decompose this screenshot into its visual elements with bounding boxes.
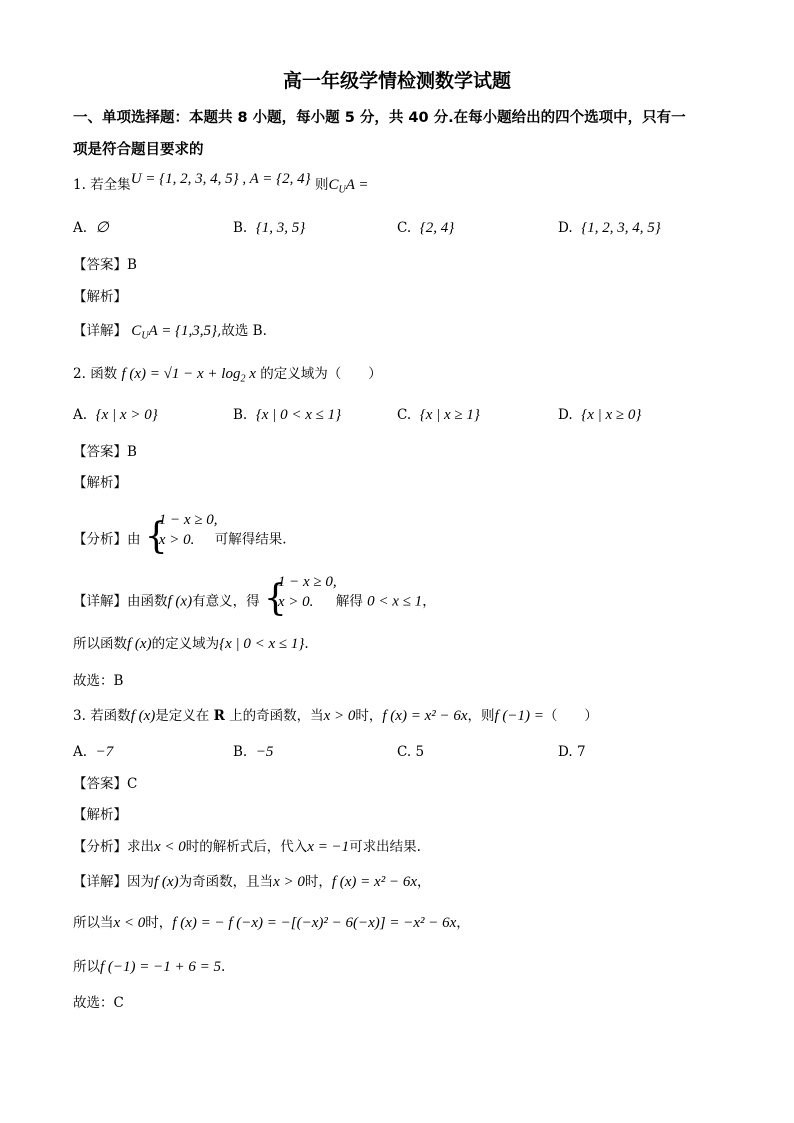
q2-number: 2. xyxy=(73,366,86,382)
system-row-2: x > 0. xyxy=(277,594,314,610)
fenxi-pre: 由 xyxy=(127,531,141,548)
left-brace-icon: { xyxy=(263,578,287,619)
derivation-end: ， xyxy=(456,915,470,931)
detail-tag: 【详解】 xyxy=(73,323,127,339)
option-value: 5 xyxy=(415,744,425,760)
q1-stem-pre: 若全集 xyxy=(90,177,131,193)
detail-mid: 有意义，得 xyxy=(192,593,260,610)
q2-function-tail: x xyxy=(245,366,256,382)
q3-option-d[interactable] xyxy=(558,743,586,761)
q1-stem xyxy=(73,171,369,200)
q1-stem-mid: 则 xyxy=(314,177,329,193)
q3-real-set: R xyxy=(213,708,225,724)
q2-option-d[interactable] xyxy=(558,406,641,424)
q2-stem xyxy=(73,365,382,389)
section-heading-line2: 项是符合题目要求的 xyxy=(73,142,204,158)
result-end: . xyxy=(221,959,226,975)
q2-function: f (x) = √1 − x + log xyxy=(121,366,241,382)
detail-complement: C xyxy=(131,323,142,339)
system-row-1: 1 − x ≥ 0, xyxy=(158,512,218,528)
q3-number: 3. xyxy=(73,708,86,724)
section-heading-line1: 一、单项选择题：本题共 8 小题，每小题 5 分，共 40 分.在每小题给出的四个选项中，只有一 xyxy=(73,110,686,126)
q1-number: 1. xyxy=(73,177,86,193)
q3-result xyxy=(73,958,225,976)
option-label: B. xyxy=(233,407,248,423)
detail-inequality: 0 < x ≤ 1 xyxy=(367,593,423,610)
detail-mid: 为奇函数，且当 xyxy=(178,874,274,890)
derivation-expression: f (x) = − f (−x) = −[(−x)² − 6(−x)] = −x² − 6x xyxy=(172,915,457,931)
derivation-mid: 时， xyxy=(145,915,173,931)
q2-log-base: 2 xyxy=(240,373,246,385)
q2-inequality-system xyxy=(144,512,218,560)
fenxi-post: 可求出结果. xyxy=(349,839,421,855)
q2-fenxi xyxy=(73,512,287,560)
result-expression: f (−1) = −1 + 6 = 5 xyxy=(100,959,222,975)
q2-conclusion xyxy=(73,635,309,653)
answer-value: C xyxy=(127,776,138,792)
q2-answer xyxy=(73,443,137,461)
fenxi-tag: 【分析】 xyxy=(73,839,127,855)
option-label: D. xyxy=(558,220,573,236)
option-value: 7 xyxy=(576,744,586,760)
q3-stem-mid: 是定义在 xyxy=(155,708,210,724)
derivation-pre: 所以当 xyxy=(73,915,114,931)
q3-expression: f (x) = x² − 6x xyxy=(382,708,468,724)
detail-tag: 【详解】 xyxy=(73,593,127,610)
option-label: B. xyxy=(233,744,248,760)
answer-value: B xyxy=(127,444,137,460)
conclusion-fx: f (x) xyxy=(127,636,152,652)
option-value: {x | x ≥ 0} xyxy=(581,407,642,423)
option-label: C. xyxy=(397,744,412,760)
option-label: D. xyxy=(558,744,573,760)
q1-detail xyxy=(73,322,267,346)
q3-option-c[interactable] xyxy=(397,743,424,761)
fenxi-tag: 【分析】 xyxy=(73,531,127,548)
left-brace-icon: { xyxy=(144,516,168,557)
conclusion-mid: 的定义域为 xyxy=(151,636,220,652)
fenxi-pre: 求出 xyxy=(127,839,154,855)
detail-end: ， xyxy=(416,874,431,890)
option-value: −5 xyxy=(255,744,274,760)
fenxi-value: x = −1 xyxy=(307,839,350,855)
q3-analysis-tag: 【解析】 xyxy=(73,807,127,823)
option-label: D. xyxy=(558,407,573,423)
q3-condition: x > 0 xyxy=(323,708,356,724)
q3-stem-mid2: 上的奇函数，当 xyxy=(229,708,324,724)
detail-pre: 由函数 xyxy=(127,593,168,610)
option-value: {2, 4} xyxy=(419,220,455,236)
detail-end: ， xyxy=(422,593,436,610)
q3-ask: f (−1) = xyxy=(494,708,544,724)
answer-tag: 【答案】 xyxy=(73,776,127,792)
option-label: A. xyxy=(73,407,88,423)
q2-analysis-tag: 【解析】 xyxy=(73,475,127,491)
detail-fx: f (x) xyxy=(167,593,193,610)
q2-detail-system xyxy=(263,574,337,622)
q1-option-d[interactable] xyxy=(558,219,661,237)
q1-sets: U = {1, 2, 3, 4, 5} , A = {2, 4} xyxy=(130,171,311,187)
q2-option-b[interactable] xyxy=(233,406,341,424)
option-value: ∅ xyxy=(95,220,109,236)
q1-complement-sub: U xyxy=(338,184,346,196)
q3-option-a[interactable] xyxy=(73,743,113,761)
detail-fx: f (x) xyxy=(154,874,179,890)
answer-tag: 【答案】 xyxy=(73,257,127,273)
option-value: −7 xyxy=(95,744,114,760)
option-value: {1, 3, 5} xyxy=(255,220,306,236)
q2-stem-pre: 函数 xyxy=(90,366,118,382)
option-label: B. xyxy=(233,220,248,236)
detail-sub: U xyxy=(141,330,149,342)
option-value: {x | 0 < x ≤ 1} xyxy=(255,407,342,423)
q1-option-c[interactable] xyxy=(397,219,454,237)
q3-stem-mid4: ，则 xyxy=(467,708,495,724)
q1-answer xyxy=(73,256,137,274)
q3-stem-pre: 若函数 xyxy=(90,708,131,724)
q2-option-a[interactable] xyxy=(73,406,158,424)
detail-tag: 【详解】 xyxy=(73,874,127,890)
q3-fenxi xyxy=(73,838,421,856)
system-row-2: x > 0. xyxy=(158,532,195,548)
q2-option-c[interactable] xyxy=(397,406,480,424)
q3-stem xyxy=(73,707,598,725)
q3-stem-post: （ ） xyxy=(543,708,598,724)
option-value: {x | x > 0} xyxy=(95,407,158,423)
derivation-condition: x < 0 xyxy=(113,915,146,931)
detail-tail: ,故选 B. xyxy=(217,323,267,339)
result-pre: 所以 xyxy=(73,959,100,975)
q1-stem-post: A = xyxy=(345,177,369,193)
fenxi-mid: 时的解析式后，代入 xyxy=(185,839,308,855)
detail-mid2: 时， xyxy=(304,874,332,890)
conclusion-set: {x | 0 < x ≤ 1} xyxy=(219,636,305,652)
q3-derivation xyxy=(73,914,470,932)
detail-condition: x > 0 xyxy=(273,874,305,890)
page-title: 高一年级学情检测数学试题 xyxy=(282,70,511,92)
fenxi-post: 可解得结果. xyxy=(214,531,287,548)
q3-stem-mid3: 时， xyxy=(355,708,383,724)
option-label: A. xyxy=(73,744,88,760)
option-value: {x | x ≥ 1} xyxy=(419,407,480,423)
conclusion-end: . xyxy=(304,636,309,652)
option-label: C. xyxy=(397,220,412,236)
detail-post: 解得 xyxy=(335,593,363,610)
option-label: A. xyxy=(73,220,88,236)
q1-complement-symbol: C xyxy=(328,177,339,193)
q3-choose: 故选：C xyxy=(73,995,124,1011)
q2-choose: 故选：B xyxy=(73,673,124,689)
option-label: C. xyxy=(397,407,412,423)
q3-answer xyxy=(73,775,137,793)
q3-option-b[interactable] xyxy=(233,743,273,761)
detail-math: A = {1,3,5} xyxy=(148,323,218,339)
q2-stem-post: 的定义域为（ ） xyxy=(260,366,382,382)
q1-option-a[interactable] xyxy=(73,219,109,237)
q1-analysis-tag: 【解析】 xyxy=(73,289,127,305)
detail-pre: 因为 xyxy=(127,874,154,890)
system-row-1: 1 − x ≥ 0, xyxy=(277,574,337,590)
q3-fx: f (x) xyxy=(130,708,156,724)
q1-option-b[interactable] xyxy=(233,219,305,237)
fenxi-condition: x < 0 xyxy=(154,839,186,855)
q2-detail xyxy=(73,574,436,622)
conclusion-pre: 所以函数 xyxy=(73,636,127,652)
option-value: {1, 2, 3, 4, 5} xyxy=(581,220,661,236)
answer-tag: 【答案】 xyxy=(73,444,127,460)
q3-detail xyxy=(73,873,430,891)
answer-value: B xyxy=(127,257,137,273)
detail-expression: f (x) = x² − 6x xyxy=(331,874,417,890)
